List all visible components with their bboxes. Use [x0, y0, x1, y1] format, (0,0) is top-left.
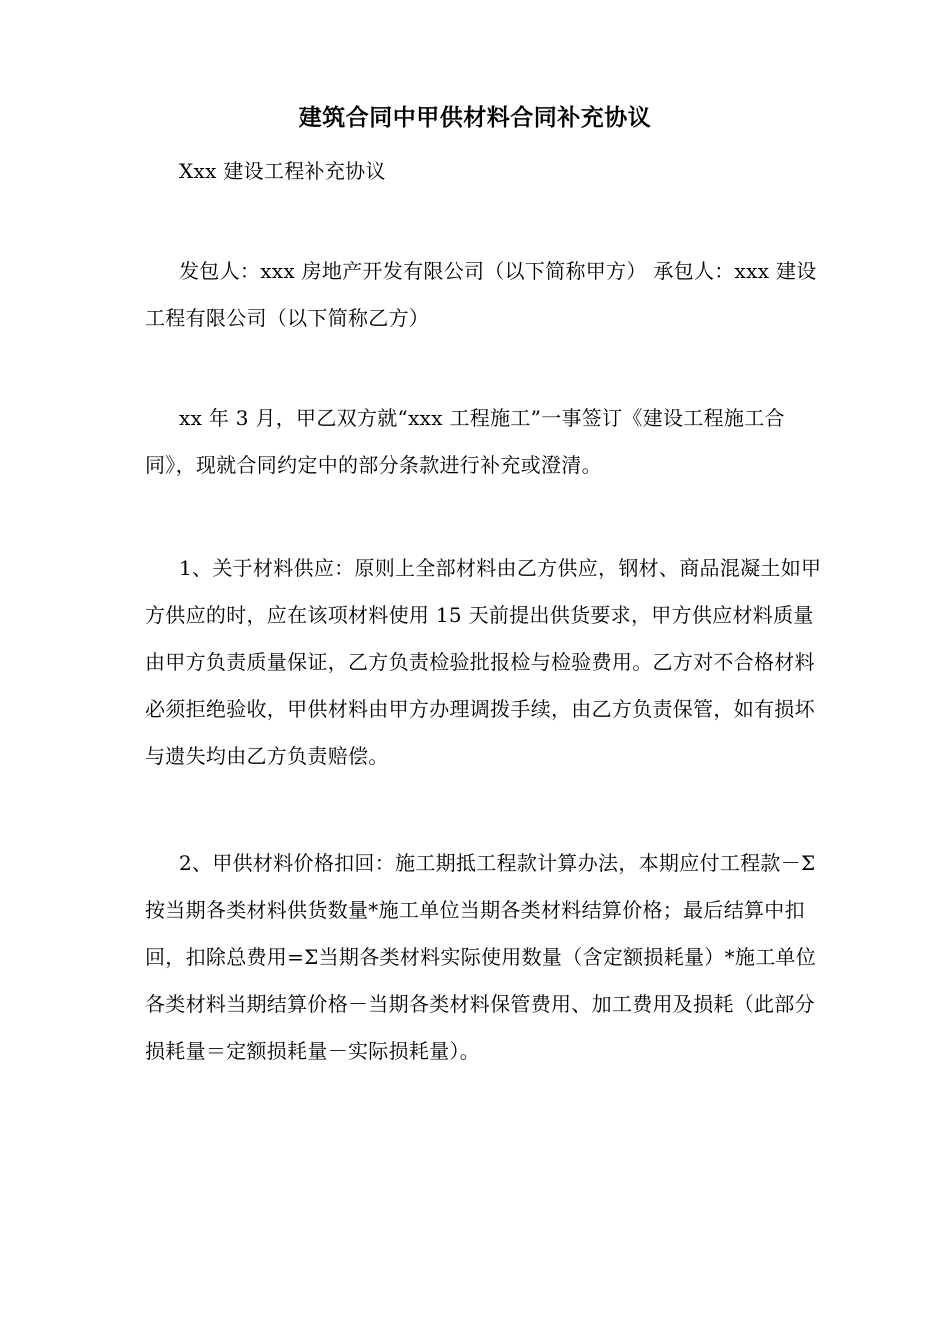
- document-title: 建筑合同中甲供材料合同补充协议: [298, 105, 652, 131]
- clause-price-deduction: 2、甲供材料价格扣回：施工期抵工程款计算办法，本期应付工程款－Σ按当期各类材料供货数量*施工单位当期各类材料结算价格；最后结算中扣回，扣除总费用=Σ当期各类材料实际使用数量（含定额损耗量）*施工单位各类材料当期结算价格－当期各类材料保管费用、加工费用及损耗（此部分损耗量＝定额损耗量－实际损耗量）。: [145, 851, 817, 1063]
- background-paragraph: xx 年 3 月，甲乙双方就“xxx 工程施工”一事签订《建设工程施工合同》，现就合同约定中的部分条款进行补充或澄清。: [145, 406, 785, 477]
- agreement-subtitle: Xxx 建设工程补充协议: [179, 159, 386, 183]
- clause-material-supply: 1、关于材料供应：原则上全部材料由乙方供应，钢材、商品混凝土如甲方供应的时，应在该项材料使用 15 天前提出供货要求，甲方供应材料质量由甲方负责质量保证，乙方负责检验批报检与检验费用。乙方对不合格材料必须拒绝验收，甲供材料由甲方办理调拨手续，由乙方负责保管，如有损坏与遗失均由乙方负责赔偿。: [145, 556, 822, 768]
- parties-paragraph: 发包人：xxx 房地产开发有限公司（以下简称甲方） 承包人：xxx 建设工程有限公司（以下简称乙方）: [145, 259, 817, 330]
